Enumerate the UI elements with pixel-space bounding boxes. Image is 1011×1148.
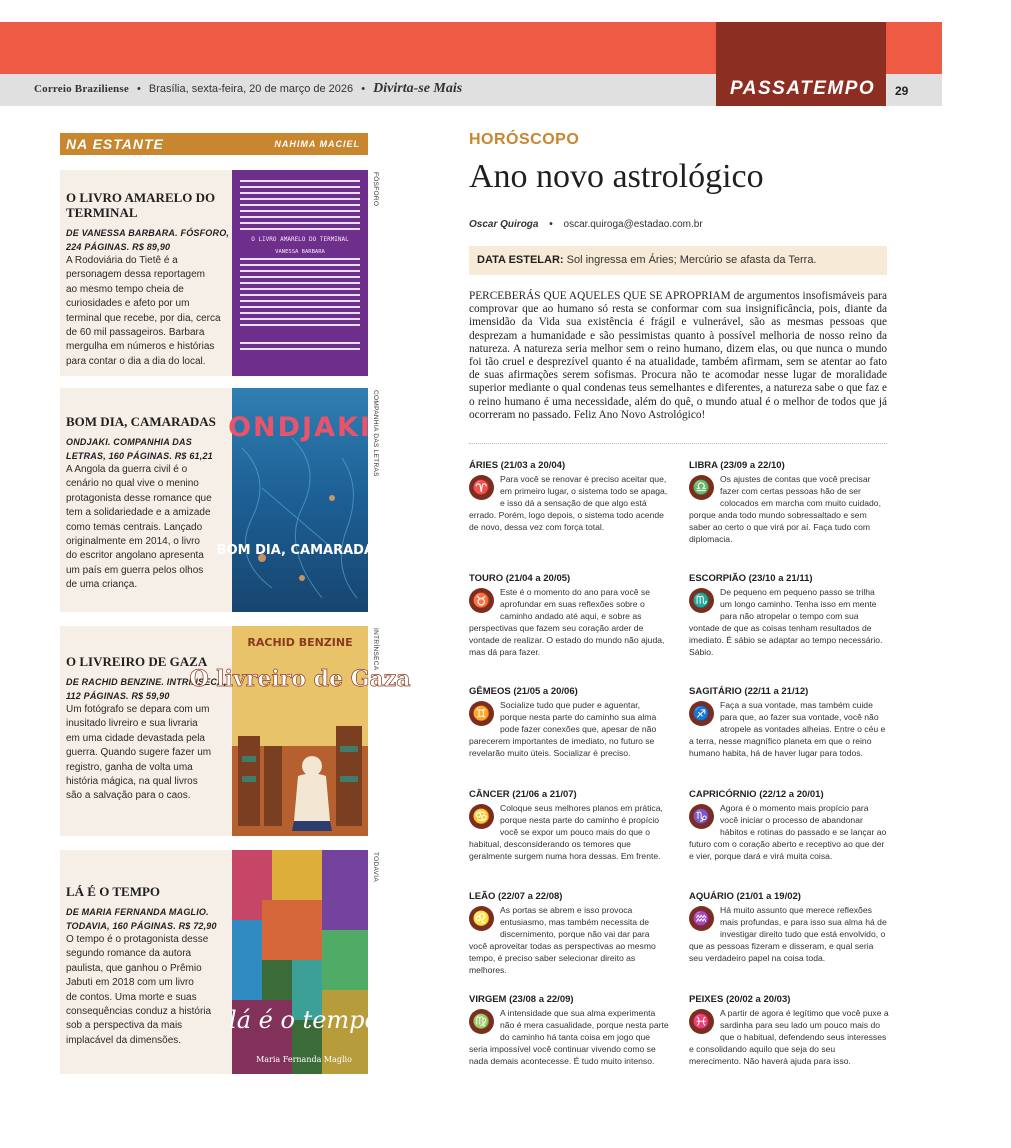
byline <box>469 219 703 230</box>
sign-taurus <box>469 573 669 658</box>
sign-gemini <box>469 686 669 760</box>
sign-name: CÂNCER (21/06 a 21/07) <box>469 789 577 800</box>
cover-title: BOM DIA, CAMARADAS <box>216 543 384 558</box>
sign-body <box>689 905 889 965</box>
sign-body <box>689 700 889 760</box>
book-text <box>66 414 230 593</box>
virgo-icon: ♍ <box>469 1009 494 1034</box>
sign-name: TOURO (21/04 a 20/05) <box>469 573 571 584</box>
sign-text: Os ajustes de contas que você precisar fazer com certas pessoas hão de ser colocados em marcha com muito cuidado, porque anda todo mundo sobressaltado e sem saber ao certo o que virá por aí. Faça tudo com diplomacia. <box>689 474 881 544</box>
gemini-icon: ♊ <box>469 701 494 726</box>
desc-line: A Rodoviária do Tietê é a <box>66 255 178 266</box>
sign-name: AQUÁRIO (21/01 a 19/02) <box>689 891 801 902</box>
newspaper-name: Correio Braziliense <box>34 83 129 95</box>
book-meta: DE RACHID BENZINE. INTRÍNSECA, 112 PÁGINAS. R$ 59,90 <box>66 677 227 701</box>
sign-text: Faça a sua vontade, mas também cuide para que, ao fazer sua vontade, você não atropele as vontades alheias. Entre o céu e a terra, nesse magnífico planeta em que o reino humano habita, há de haver lugar para todos. <box>689 700 886 758</box>
page-title: Ano novo astrológico <box>469 158 764 195</box>
book-title: O LIVRO AMARELO DO TERMINAL <box>66 190 216 220</box>
desc-line: para contar o dia a dia do local. <box>66 355 206 367</box>
cover-title: O livreiro de Gaza <box>189 666 411 692</box>
book-cover <box>232 170 368 376</box>
scorpio-icon: ♏ <box>689 588 714 613</box>
cover-title: lá é o tempo <box>229 1006 379 1034</box>
sign-body <box>469 905 669 976</box>
desc-line: em uma cidade devastada pela <box>66 732 205 744</box>
book-text <box>66 884 230 1048</box>
desc-line: originalmente em 2014, o livro <box>66 536 200 548</box>
sign-pisces <box>689 994 889 1068</box>
cover-author: RACHID BENZINE <box>247 636 353 649</box>
book-meta: DE VANESSA BARBARA. FÓSFORO, 224 PÁGINAS. R$ 89,90 <box>66 228 230 252</box>
sagittarius-icon: ♐ <box>689 701 714 726</box>
pisces-icon: ♓ <box>689 1009 714 1034</box>
book-text <box>66 190 230 369</box>
leo-icon: ♌ <box>469 906 494 931</box>
desc-line: personagem dessa reportagem <box>66 269 205 281</box>
desc-line: consequências conduz a história <box>66 1006 212 1018</box>
header-info <box>34 81 462 97</box>
sign-name: PEIXES (20/02 a 20/03) <box>689 994 791 1005</box>
sign-text: Agora é o momento mais propício para você iniciar o processo de abandonar hábitos e rotinas do passado e se lançar ao futuro com o coração aberto e receptivo ao que der e vier, porque dará e virá muita coisa. <box>689 803 887 861</box>
estante-header <box>60 133 368 155</box>
capricorn-icon: ♑ <box>689 804 714 829</box>
desc-line: de uma criança. <box>66 579 138 591</box>
sign-text: De pequeno em pequeno passo se trilha um longo caminho. Tenha isso em mente para não atropelar o tempo com sua vontade de que as coisas tenham resultados de imediato. É sábio se adaptar ao tempo necessário. Sábio. <box>689 587 883 657</box>
book-description <box>66 463 230 593</box>
desc-line: curiosidades e afeto por um <box>66 298 190 310</box>
book-card <box>60 850 379 1074</box>
desc-line: A Angola da guerra civil é o <box>66 464 188 475</box>
desc-line: tem a solidariedade e a amizade <box>66 507 211 519</box>
sign-libra <box>689 460 889 545</box>
sign-text: A intensidade que sua alma experimenta não é mera casualidade, porque nesta parte do caminho há tanta coisa em jogo que seria impossível você continuar vivendo como se nada demais acontecesse. É tudo muito intenso. <box>469 1008 669 1066</box>
desc-line: são a salvação para o caos. <box>66 790 191 802</box>
taurus-icon: ♉ <box>469 588 494 613</box>
author-email: oscar.quiroga@estadao.com.br <box>563 219 703 230</box>
sign-name: SAGITÁRIO (22/11 a 21/12) <box>689 686 809 697</box>
sign-body <box>689 587 889 658</box>
sign-text: Socialize tudo que puder e aguentar, porque nesta parte do caminho sua alma pode fazer conexões que, apesar de não parecerem importantes de imediato, no futuro se revelarão muito úteis. Socializar é preciso. <box>469 700 657 758</box>
sign-body <box>469 474 669 534</box>
sign-text: A partir de agora é legítimo que você puxe a sardinha para seu lado um pouco mais do que o habitual, defendendo seus interesses e consolidando aquilo que seja do seu merecimento. Não haverá ajuda para isso. <box>689 1008 889 1066</box>
sign-body <box>689 803 889 863</box>
page-section-label: PASSATEMPO <box>716 74 886 106</box>
book-title: O LIVREIRO DE GAZA <box>66 654 208 669</box>
publisher-label: TODAVIA <box>372 852 379 883</box>
libra-icon: ♎ <box>689 475 714 500</box>
cover-title: O LIVRO AMARELO DO TERMINAL <box>251 236 349 243</box>
sign-text: Há muito assunto que merece reflexões mais profundas, e para isso sua alma há de investigar direito tudo que está envolvido, o que as pessoas fizeram e disseram, e qual seria seu verdadeiro papel na coisa toda. <box>689 905 887 963</box>
sign-sagittarius <box>689 686 889 760</box>
sign-body <box>469 803 669 863</box>
sign-text: Este é o momento do ano para você se aprofundar em suas reflexões sobre o caminho andado até aqui, e sobre as perspectivas que fazem seu coração arder de vontade de realizar. O estado do mundo não ajuda, mas dá para fazer. <box>469 587 665 657</box>
sign-body <box>469 1008 669 1068</box>
bullet-icon: • <box>361 83 366 95</box>
desc-line: implacável da dimensões. <box>66 1034 182 1046</box>
book-description <box>66 254 230 369</box>
sign-scorpio <box>689 573 889 658</box>
sign-name: ÁRIES (21/03 a 20/04) <box>469 460 566 471</box>
desc-line: de contos. Uma morte e suas <box>66 991 197 1003</box>
desc-line: de 60 mil passageiros. Barbara <box>66 327 205 339</box>
book-meta: ONDJAKI. COMPANHIA DAS LETRAS, 160 PÁGINAS. R$ 61,21 <box>66 437 213 461</box>
desc-line: segundo romance da autora <box>66 948 192 960</box>
aries-icon: ♈ <box>469 475 494 500</box>
desc-line: inusitado livreiro e sua livraria <box>66 718 198 730</box>
sign-leo <box>469 891 669 976</box>
horoscope-kicker: HORÓSCOPO <box>469 131 580 148</box>
book-description <box>66 703 230 804</box>
desc-line: registro, ganha de volta uma <box>66 761 193 773</box>
sign-name: CAPRICÓRNIO (22/12 a 20/01) <box>689 789 824 800</box>
book-card <box>60 626 411 836</box>
book-card <box>60 170 368 376</box>
sign-name: LIBRA (23/09 a 22/10) <box>689 460 785 471</box>
desc-line: O tempo é o protagonista desse <box>66 934 209 945</box>
desc-line: história mágica, na qual livros <box>66 776 198 788</box>
sign-body <box>689 1008 889 1068</box>
estante-author: NAHIMA MACIEL <box>274 139 360 149</box>
sign-name: VIRGEM (23/08 a 22/09) <box>469 994 574 1005</box>
data-estelar-text: Sol ingressa em Áries; Mercúrio se afasta da Terra. <box>566 254 817 266</box>
cancer-icon: ♋ <box>469 804 494 829</box>
sign-body <box>689 474 889 545</box>
desc-line: um país em guerra pelos olhos <box>66 564 204 576</box>
sign-virgo <box>469 994 669 1068</box>
desc-line: cenário no qual vive o menino <box>66 478 199 490</box>
publisher-label: COMPANHIA DAS LETRAS <box>372 390 379 477</box>
header-dark-band <box>716 22 886 74</box>
intro-text: de argumentos insofismáveis para comprovar que ao humano só resta se conformar com sua insignificância, pois, diante da imensidão da Vida sua existência é frágil e vulnerável, são as mesmas pessoas que desprezam a humanidade e são pessimistas quanto à possível melhoria de nosso reino da natureza. A natureza seria melhor sem o reino humano, dizem elas, ou que nunca o mundo foi tão cruel e desprezível quanto é na atualidade, também afirmam, sem se atentar ao fato de suas afirmações serem sofismas. Procura não te acomodar nesse lugar de moralidade superior mediante o qual condenas teus semelhantes e diferentes, a natureza sabe o que faz e o reino humano é uma necessidade, além do quê, o mundo atual é o melhor de todos que já ocorreram no passado. Feliz Ano Novo Astrológico! <box>469 290 888 421</box>
estante-title: NA ESTANTE <box>66 136 164 152</box>
page-number: 29 <box>895 84 909 98</box>
book-card <box>60 388 384 612</box>
desc-line: do escritor angolano apresenta <box>66 550 204 562</box>
desc-line: paulista, que ganhou o Prêmio <box>66 962 202 974</box>
sign-text: As portas se abrem e isso provoca entusiasmo, mas também necessita de discernimento, porque não vai dar para você aproveitar todas as perspectivas ao mesmo tempo, é preciso saber selecionar direito as melhores. <box>469 905 656 975</box>
desc-line: mergulha em números e histórias <box>66 341 215 353</box>
sign-name: LEÃO (22/07 a 22/08) <box>469 891 563 902</box>
data-estelar-box <box>469 246 887 275</box>
book-description <box>66 933 230 1048</box>
section-name: Divirta-se Mais <box>373 81 463 96</box>
aquarius-icon: ♒ <box>689 906 714 931</box>
sign-body <box>469 587 669 658</box>
date-line: Brasília, sexta-feira, 20 de março de 2026 <box>148 83 354 95</box>
bullet-icon: • <box>549 219 553 230</box>
publisher-label: FÓSFORO <box>372 172 379 207</box>
sign-name: GÊMEOS (21/05 a 20/06) <box>469 686 578 697</box>
desc-line: protagonista desse romance que <box>66 492 212 504</box>
desc-line: Um fotógrafo se depara com um <box>66 704 210 715</box>
sign-name: ESCORPIÃO (23/10 a 21/11) <box>689 573 813 584</box>
desc-line: ao mesmo tempo cheia de <box>66 283 184 295</box>
sign-aries <box>469 460 669 534</box>
desc-line: Jabuti em 2018 com um livro <box>66 977 194 989</box>
sign-text: Para você se renovar é preciso aceitar que, em primeiro lugar, o sistema todo se apaga, e isso dá a sensação de que algo está errado. Porém, logo depois, o sistema todo acende de novo, dessa vez com força total. <box>469 474 668 532</box>
sign-text: Coloque seus melhores planos em prática, porque nesta parte do caminho é propício você se expor um pouco mais do que o habitual, desconsiderando os temores que geralmente surgem numa hora dessas. Em frente. <box>469 803 663 861</box>
author-name: Oscar Quiroga <box>469 219 539 230</box>
cover-author: VANESSA BARBARA <box>275 249 325 255</box>
desc-line: guerra. Quando sugere fazer um <box>66 747 212 759</box>
publisher-label: INTRÍNSECA <box>372 628 379 671</box>
divider <box>469 443 887 444</box>
cover-author: Maria Fernanda Maglio <box>256 1055 352 1064</box>
cover-author: ONDJAKI <box>228 412 372 443</box>
desc-line: terminal que recebe, por dia, cerca <box>66 312 221 324</box>
desc-line: sob a perspectiva da mais <box>66 1020 183 1032</box>
intro-lead: PERCEBERÁS QUE AQUELES QUE SE APROPRIAM <box>469 290 731 302</box>
sign-capricorn <box>689 789 889 863</box>
book-meta: DE MARIA FERNANDA MAGLIO. TODAVIA, 160 PÁGINAS. R$ 72,90 <box>66 907 217 931</box>
data-estelar-label: DATA ESTELAR: <box>477 254 564 266</box>
sign-body <box>469 700 669 760</box>
desc-line: como temas centrais. Lançado <box>66 521 203 533</box>
sign-aquarius <box>689 891 889 965</box>
bullet-icon: • <box>137 83 141 95</box>
book-title: BOM DIA, CAMARADAS <box>66 414 216 429</box>
book-title: LÁ É O TEMPO <box>66 884 161 899</box>
sign-cancer <box>469 789 669 863</box>
intro-paragraph <box>469 290 887 422</box>
